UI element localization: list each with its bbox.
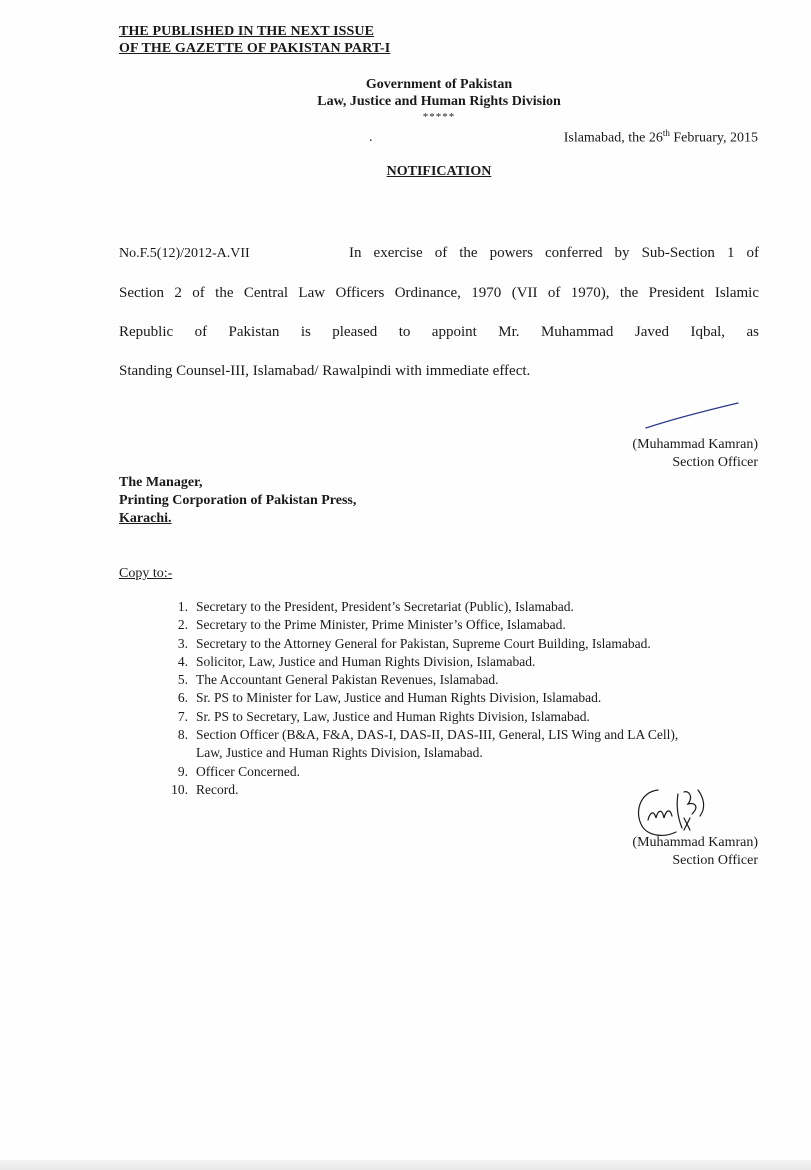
list-item-text: Secretary to the Prime Minister, Prime Minister’s Office, Islamabad.	[196, 617, 566, 633]
date-suffix: th	[662, 128, 670, 138]
list-item-text: Solicitor, Law, Justice and Human Rights Division, Islamabad.	[196, 653, 536, 669]
list-item	[160, 598, 678, 616]
gazette-header-line1: THE PUBLISHED IN THE NEXT ISSUE	[119, 24, 375, 39]
division-name: Law, Justice and Human Rights Division	[317, 94, 561, 109]
addressee-line-2: Printing Corporation of Pakistan Press,	[119, 493, 357, 508]
list-item-number: 1.	[177, 599, 188, 614]
list-item	[160, 653, 678, 671]
list-item-number: 2.	[177, 617, 188, 633]
copy-to-heading: Copy to:-	[119, 566, 173, 581]
list-item-number: 5.	[177, 672, 188, 688]
list-item-text: The Accountant General Pakistan Revenues, Islamabad.	[196, 672, 499, 688]
signatory-name-1: (Muhammad Kamran)	[632, 437, 758, 452]
gazette-header-line2: OF THE GAZETTE OF PAKISTAN PART-I	[119, 41, 391, 56]
addressee-line-1: The Manager,	[119, 475, 203, 490]
stray-mark: .	[369, 130, 373, 145]
list-item	[160, 708, 678, 726]
list-item-number: 6.	[177, 690, 188, 706]
notification-title: NOTIFICATION	[386, 164, 492, 179]
body-line-1: In exercise of the powers conferred by Sub-Section 1 of	[349, 245, 759, 261]
signatory-title-1: Section Officer	[672, 455, 758, 470]
list-item	[160, 671, 678, 689]
separator-stars: *****	[422, 111, 456, 123]
list-item-number: 4.	[177, 653, 188, 669]
body-line-3: Republic of Pakistan is pleased to appoint Mr. Muhammad Javed Iqbal, as	[119, 324, 759, 340]
list-item-text: Section Officer (B&A, F&A, DAS-I, DAS-II, DAS-III, General, LIS Wing and LA Cell),	[196, 727, 679, 743]
list-item	[160, 726, 678, 744]
list-item	[160, 763, 678, 781]
date-rest: February, 2015	[669, 130, 758, 146]
list-item-number: 9.	[177, 763, 188, 779]
scan-bottom-edge	[0, 1160, 811, 1170]
list-item-continuation	[160, 744, 678, 762]
reference-number: No.F.5(12)/2012-A.VII	[119, 246, 250, 261]
signatory-name-2: (Muhammad Kamran)	[632, 835, 758, 850]
signatory-title-2: Section Officer	[672, 853, 758, 868]
signature-stroke-1	[640, 398, 750, 434]
list-item	[160, 781, 678, 799]
list-item-text: Record.	[196, 781, 239, 797]
list-item	[160, 616, 678, 634]
list-item-number: 7.	[177, 708, 188, 724]
list-item	[160, 689, 678, 707]
list-item-text: Law, Justice and Human Rights Division, Islamabad.	[196, 745, 483, 761]
body-line-2: Section 2 of the Central Law Officers Ordinance, 1970 (VII of 1970), the President Islamic	[119, 285, 759, 301]
date-prefix: Islamabad, the 26	[563, 130, 663, 146]
body-line-4: Standing Counsel-III, Islamabad/ Rawalpindi with immediate effect.	[119, 363, 531, 379]
list-item-number: 3.	[177, 635, 188, 651]
date-line	[564, 128, 758, 147]
copy-to-list	[160, 598, 678, 799]
list-item-text: Sr. PS to Minister for Law, Justice and Human Rights Division, Islamabad.	[196, 690, 602, 706]
list-item-number: 10.	[171, 781, 188, 797]
list-item	[160, 635, 678, 653]
list-item-text: Officer Concerned.	[196, 763, 300, 779]
list-item-text: Sr. PS to Secretary, Law, Justice and Human Rights Division, Islamabad.	[196, 708, 590, 724]
government-name: Government of Pakistan	[365, 77, 513, 92]
list-item-text: Secretary to the President, President’s Secretariat (Public), Islamabad.	[196, 599, 574, 614]
list-item-text: Secretary to the Attorney General for Pakistan, Supreme Court Building, Islamabad.	[196, 635, 651, 651]
list-item-number	[160, 744, 196, 762]
addressee-line-3: Karachi.	[119, 511, 172, 526]
list-item-number: 8.	[177, 727, 188, 743]
